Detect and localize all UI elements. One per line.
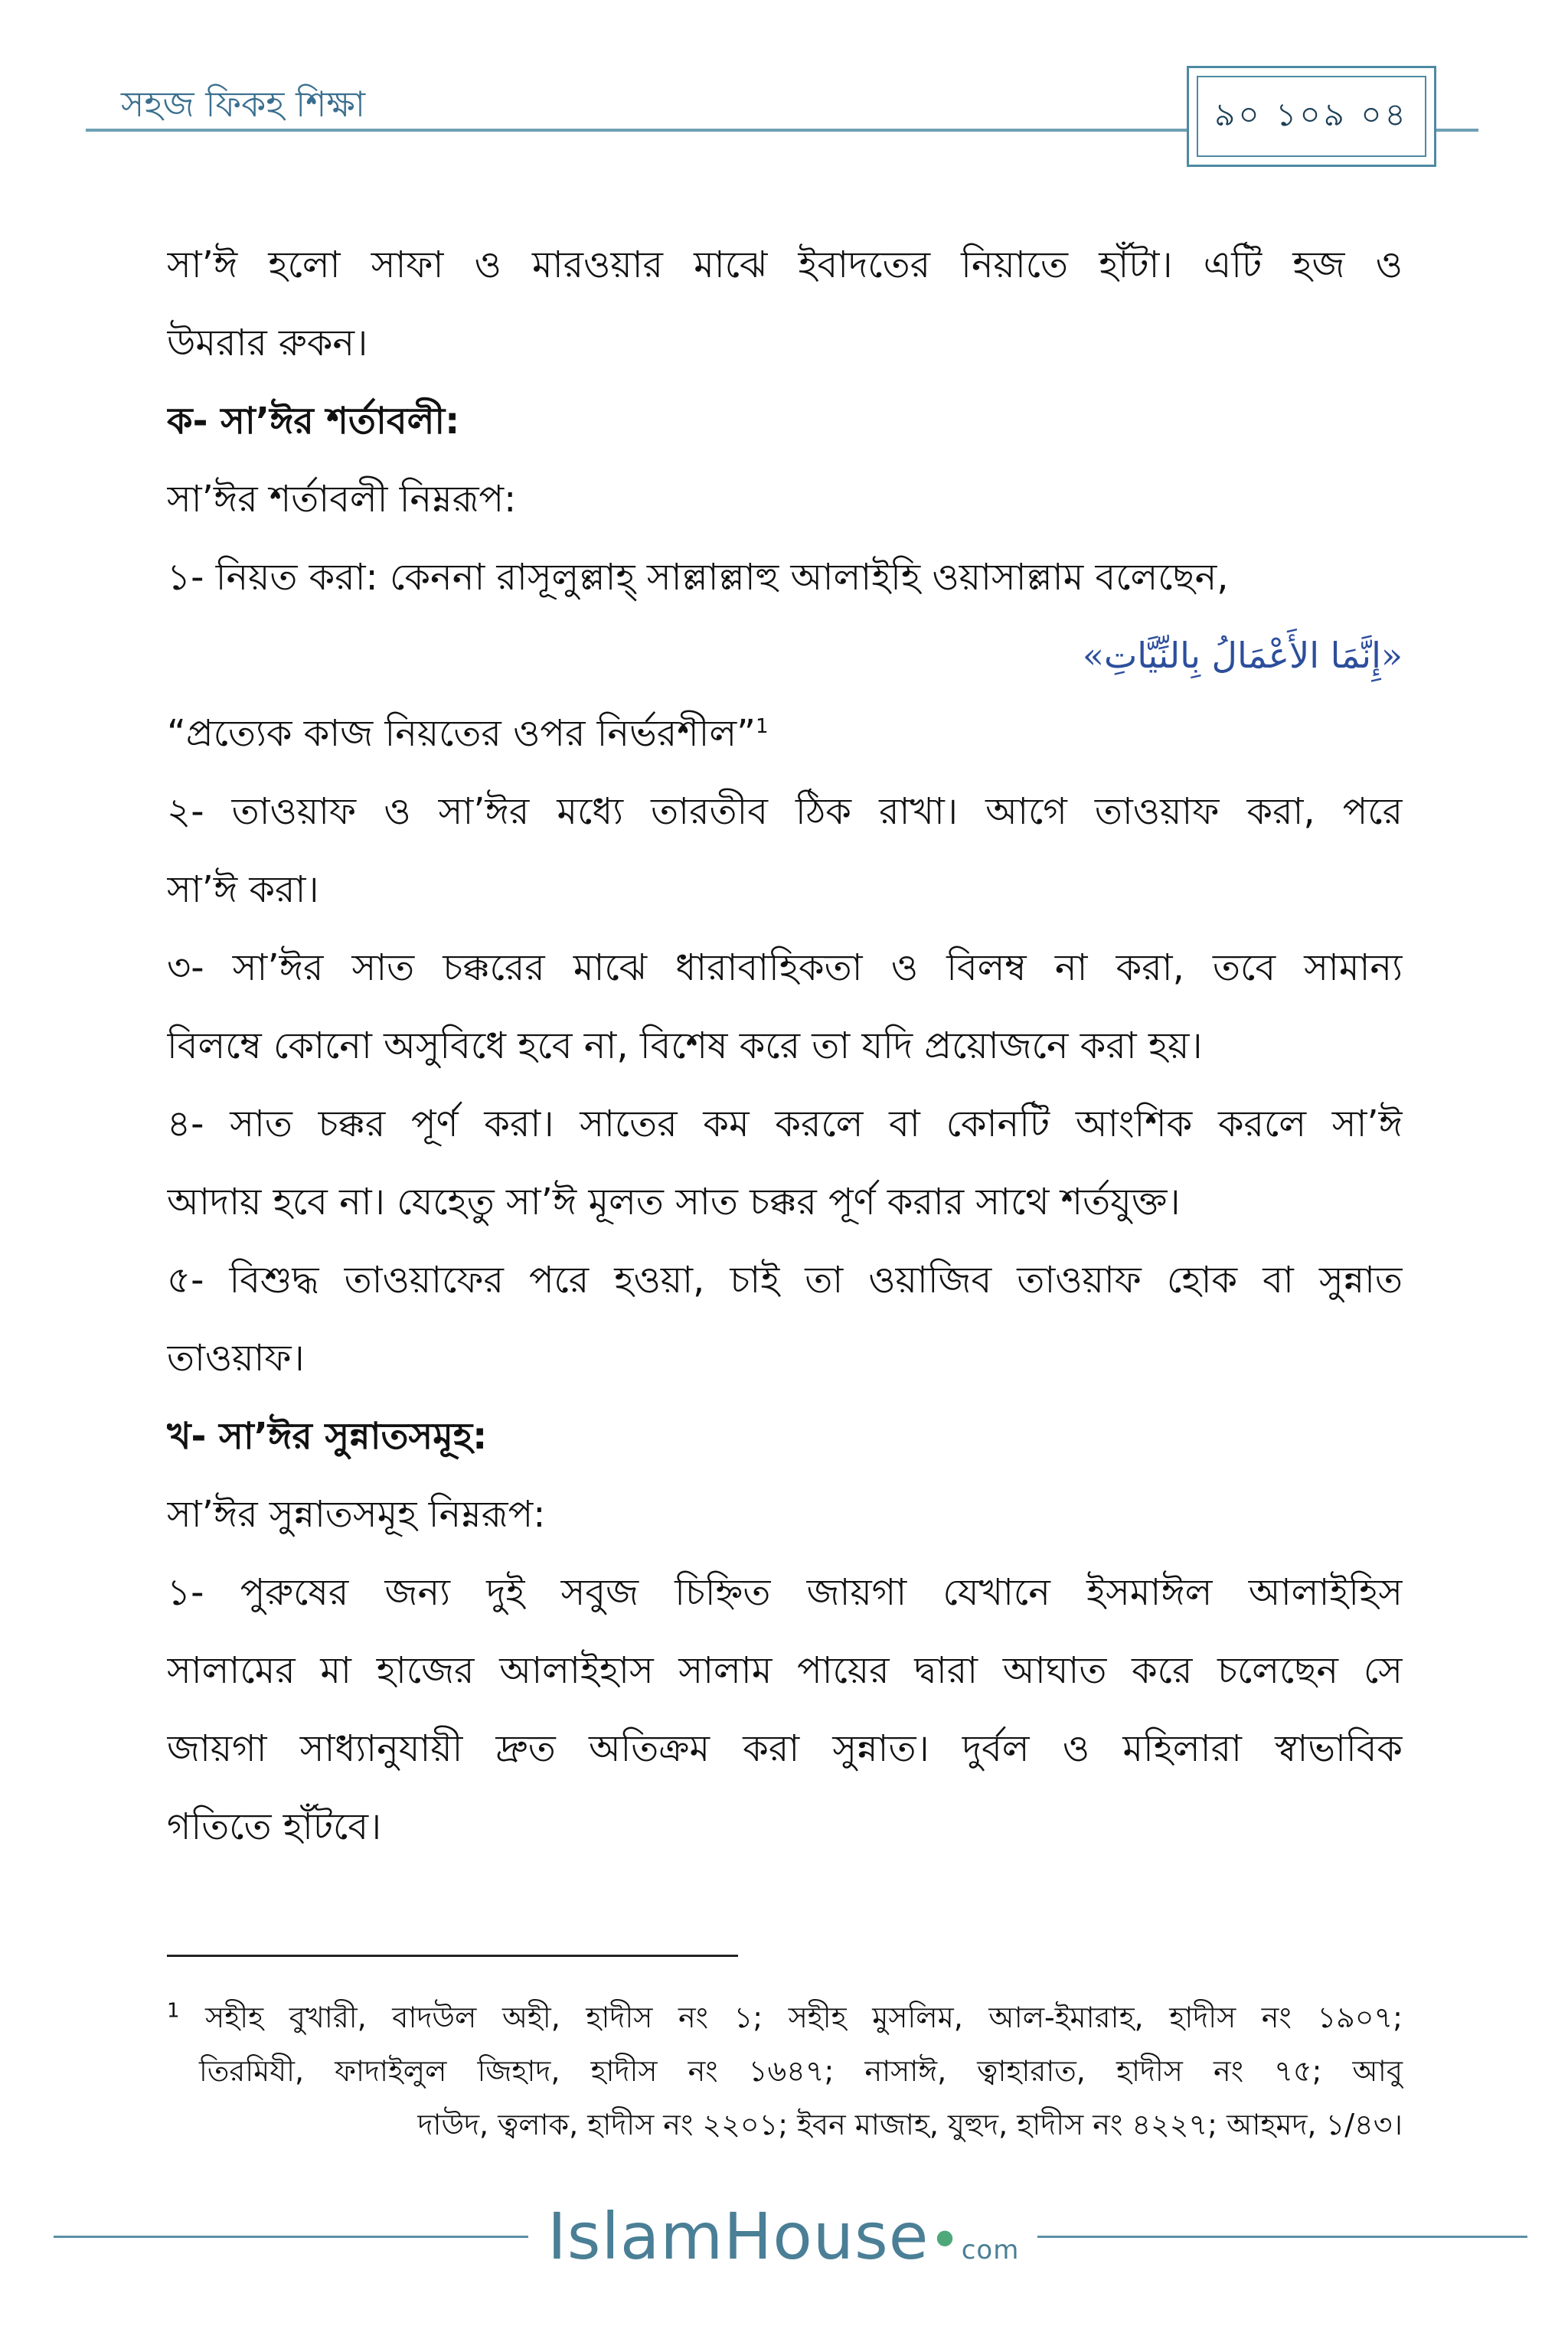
footnote-line: দাউদ, ত্বলাক, হাদীস নং ২২০১; ইবন মাজাহ, যুহুদ, হাদীস নং ৪২২৭; আহমদ, ১/৪৩। xyxy=(417,2108,1403,2141)
footnote-line xyxy=(167,1991,1403,2044)
brand-suffix: com xyxy=(961,2235,1020,2265)
arabic-hadith-quote: «إِنَّمَا الأَعْمَالُ بِالنِّيَّاتِ» xyxy=(1082,635,1403,676)
body-line: সা’ঈ করা। xyxy=(167,868,319,911)
body-line: তাওয়াফ। xyxy=(167,1337,305,1380)
body-line: ২- তাওয়াফ ও সা’ঈর মধ্যে তারতীব ঠিক রাখা। আগে তাওয়াফ করা, পরে xyxy=(167,790,1403,833)
footnote-separator xyxy=(167,1955,738,1957)
body-line: আদায় হবে না। যেহেতু সা’ঈ মূলত সাত চক্কর পূর্ণ করার সাথে শর্তযুক্ত। xyxy=(167,1181,1181,1223)
dot-icon: • xyxy=(929,2209,962,2272)
section-heading: খ- সা’ঈর সুন্নাতসমূহ: xyxy=(167,1415,488,1458)
page-number-box xyxy=(1187,66,1436,167)
body-line xyxy=(167,694,1403,773)
footnote-text: সহীহ বুখারী, বাদউল অহী, হাদীস নং ১; সহীহ মুসলিম, আল-ইমারাহ, হাদীস নং ১৯০৭; xyxy=(205,2001,1403,2034)
body-line: বিলম্বে কোনো অসুবিধে হবে না, বিশেষ করে তা যদি প্রয়োজনে করা হয়। xyxy=(167,1024,1203,1067)
body-line: সা’ঈর শর্তাবলী নিম্নরূপ: xyxy=(167,478,517,521)
footnote-marker: 1 xyxy=(167,1999,180,2023)
body-line: ৪- সাত চক্কর পূর্ণ করা। সাতের কম করলে বা কোনটি আংশিক করলে সা’ঈ xyxy=(167,1102,1403,1145)
footnote-line: তিরমিযী, ফাদাইলুল জিহাদ, হাদীস নং ১৬৪৭; নাসাঈ, ত্বাহারাত, হাদীস নং ৭৫; আবু xyxy=(199,2054,1403,2088)
brand-name: IslamHouse xyxy=(547,2199,929,2274)
body-line: ১- পুরুষের জন্য দুই সবুজ চিহ্নিত জায়গা যেখানে ইসমাঈল আলাইহিস xyxy=(167,1571,1403,1614)
body-text xyxy=(167,226,1403,1866)
page-number: ৯০ ১০৯ ০৪ xyxy=(1197,76,1426,157)
quote-translation: “প্রত্যেক কাজ নিয়তের ওপর নির্ভরশীল” xyxy=(167,712,756,755)
section-heading: ক- সা’ঈর শর্তাবলী: xyxy=(167,400,460,443)
body-line: গতিতে হাঁটবে। xyxy=(167,1805,382,1848)
footer-rule-right xyxy=(1037,2236,1527,2238)
body-line: ১- নিয়ত করা: কেননা রাসূলুল্লাহ্ সাল্লাল্লাহু আলাইহি ওয়াসাল্লাম বলেছেন, xyxy=(167,556,1229,599)
body-line: ৩- সা’ঈর সাত চক্করের মাঝে ধারাবাহিকতা ও বিলম্ব না করা, তবে সামান্য xyxy=(167,946,1403,989)
footnote xyxy=(167,1991,1403,2151)
body-line: ৫- বিশুদ্ধ তাওয়াফের পরে হওয়া, চাই তা ওয়াজিব তাওয়াফ হোক বা সুন্নাত xyxy=(167,1259,1403,1302)
body-line: উমরার রুকন। xyxy=(167,322,368,364)
footer-rule-left xyxy=(54,2236,528,2238)
body-line: সালামের মা হাজের আলাইহাস সালাম পায়ের দ্বারা আঘাত করে চলেছেন সে xyxy=(167,1649,1403,1692)
body-line: সা’ঈ হলো সাফা ও মারওয়ার মাঝে ইবাদতের নিয়াতে হাঁটা। এটি হজ ও xyxy=(167,243,1403,286)
footnote-reference[interactable]: 1 xyxy=(755,715,769,738)
body-line: জায়গা সাধ্যানুযায়ী দ্রুত অতিক্রম করা সুন্নাত। দুর্বল ও মহিলারা স্বাভাবিক xyxy=(167,1727,1403,1770)
page-header-title: সহজ ফিকহ শিক্ষা xyxy=(121,83,366,125)
body-line: সা’ঈর সুন্নাতসমূহ নিম্নরূপ: xyxy=(167,1493,546,1536)
header-rule xyxy=(86,129,1188,132)
islamhouse-logo[interactable] xyxy=(547,2199,1019,2274)
header-rule-right xyxy=(1436,129,1478,132)
